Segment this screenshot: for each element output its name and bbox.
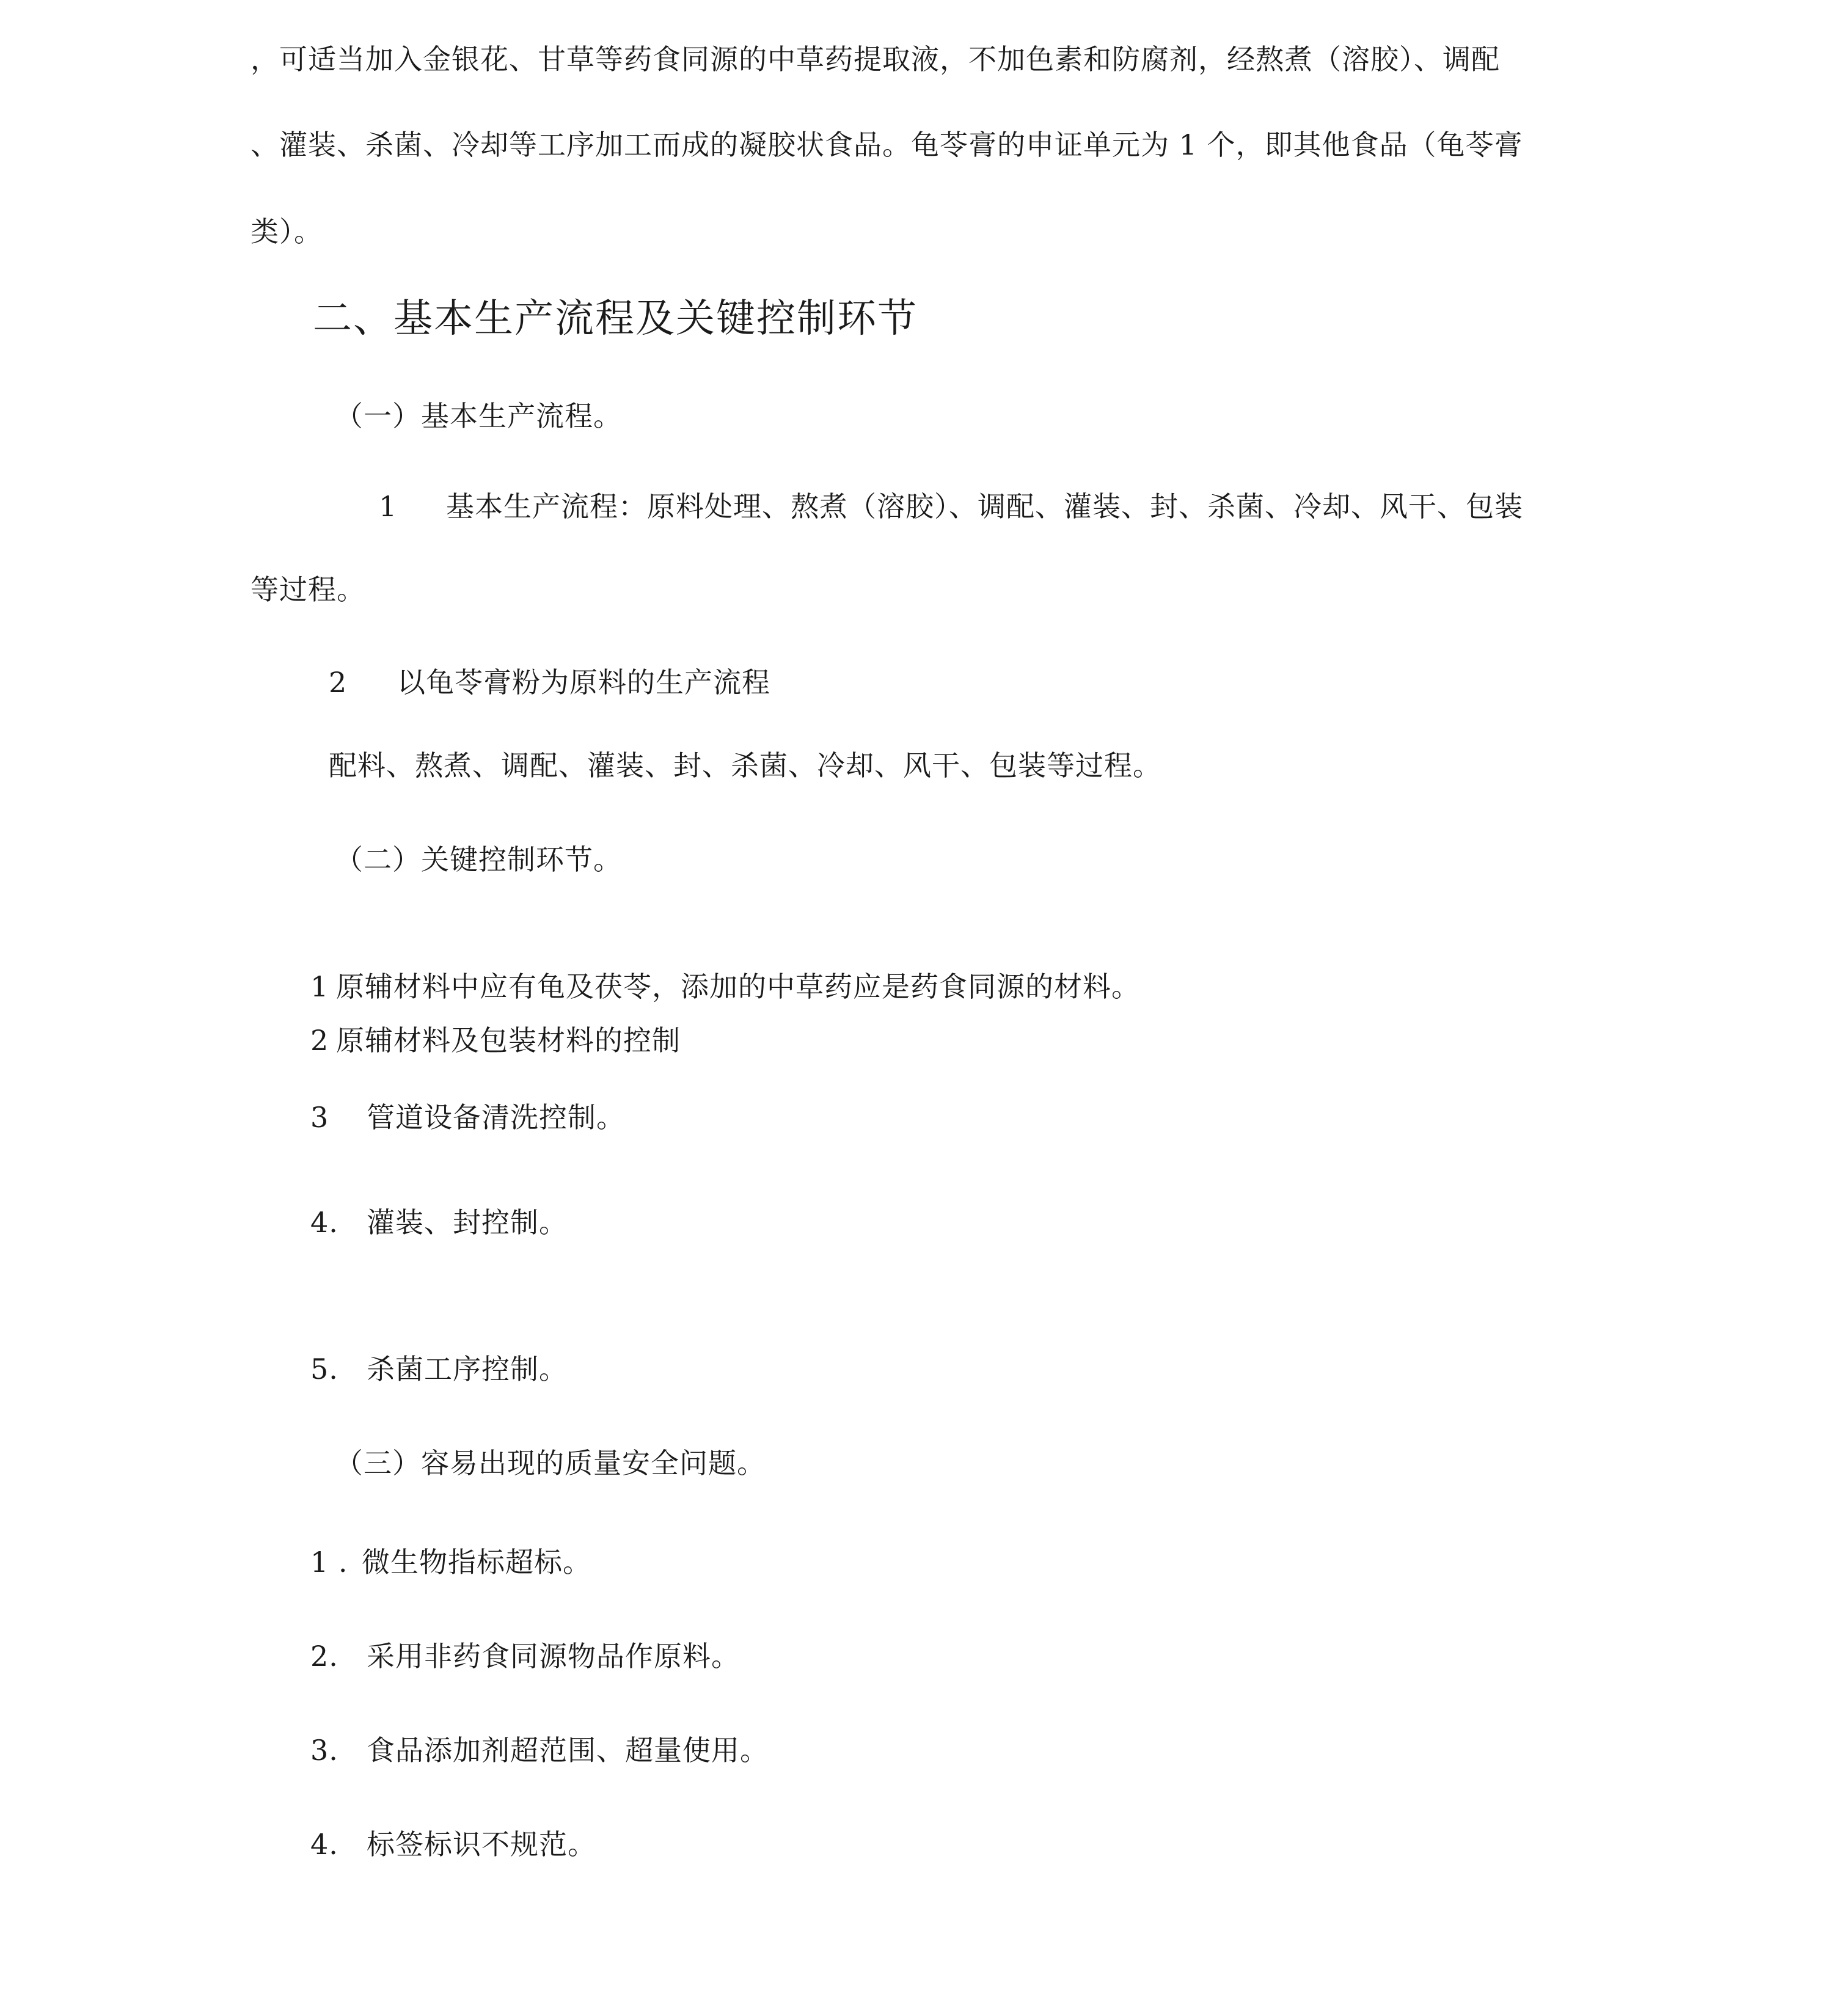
list-number: 1 .	[310, 1546, 348, 1579]
list-text: 灌装、封控制。	[367, 1206, 568, 1239]
control-item-5	[310, 1353, 568, 1386]
subsection-title-3: （三）容易出现的质量安全问题。	[335, 1447, 766, 1480]
subsection-title-1: （一）基本生产流程。	[335, 400, 622, 433]
list-number: 2	[310, 1024, 329, 1057]
control-item-3	[310, 1101, 625, 1134]
subsection-title-2: （二）关键控制环节。	[335, 843, 622, 876]
list-text: 微生物指标超标。	[362, 1546, 591, 1579]
intro-line-2: 、灌装、杀菌、冷却等工序加工而成的凝胶状食品。龟苓膏的申证单元为 1 个，即其他食品（龟苓膏	[251, 128, 1523, 161]
list-text: 基本生产流程：原料处理、熬煮（溶胶）、调配、灌装、封、杀菌、冷却、风干、包装	[446, 490, 1523, 523]
section-heading: 二、基本生产流程及关键控制环节	[313, 296, 918, 341]
list-text: 原辅材料中应有龟及茯苓，添加的中草药应是药食同源的材料。	[336, 970, 1140, 1003]
process-item-1-line-b: 等过程。	[251, 573, 365, 606]
process-item-1-line-a	[379, 490, 1523, 523]
list-number: 3.	[310, 1734, 338, 1767]
list-number: 2	[329, 666, 348, 699]
quality-issue-3	[310, 1734, 769, 1767]
list-number: 1	[310, 970, 329, 1003]
quality-issue-1	[310, 1546, 591, 1579]
list-text: 杀菌工序控制。	[367, 1353, 568, 1386]
quality-issue-2	[310, 1640, 740, 1673]
control-item-4	[310, 1206, 568, 1239]
process-item-2-title	[329, 666, 770, 699]
control-item-2	[310, 1024, 681, 1057]
list-text: 原辅材料及包装材料的控制	[336, 1024, 681, 1057]
list-number: 4.	[310, 1828, 338, 1861]
quality-issue-4	[310, 1828, 596, 1861]
intro-line-1: ，可适当加入金银花、甘草等药食同源的中草药提取液，不加色素和防腐剂，经熬煮（溶胶）、调配	[251, 43, 1500, 76]
list-number: 3	[310, 1101, 329, 1134]
process-item-2-text: 配料、熬煮、调配、灌装、封、杀菌、冷却、风干、包装等过程。	[329, 749, 1161, 782]
list-text: 管道设备清洗控制。	[367, 1101, 625, 1134]
list-text: 以龟苓膏粉为原料的生产流程	[397, 666, 770, 699]
list-number: 1	[379, 490, 398, 523]
control-item-1	[310, 970, 1140, 1003]
list-text: 食品添加剂超范围、超量使用。	[367, 1734, 769, 1767]
list-number: 4.	[310, 1206, 338, 1239]
list-number: 2.	[310, 1640, 338, 1673]
list-text: 采用非药食同源物品作原料。	[367, 1640, 740, 1673]
list-number: 5.	[310, 1353, 338, 1386]
list-text: 标签标识不规范。	[367, 1828, 596, 1861]
intro-line-3: 类）。	[251, 215, 323, 248]
